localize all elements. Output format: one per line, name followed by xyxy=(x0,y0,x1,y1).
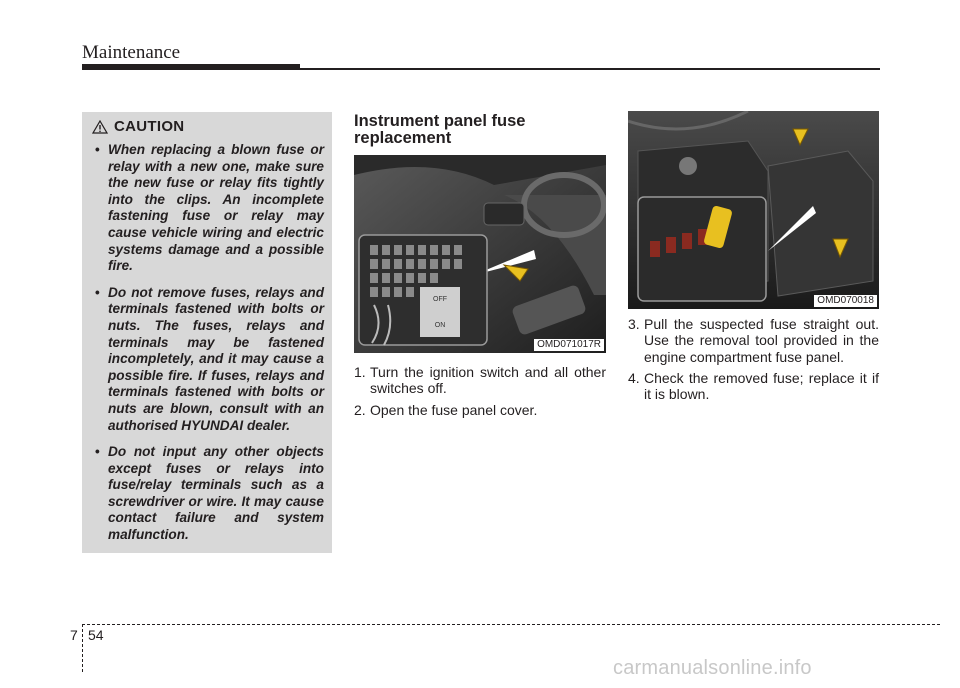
caution-item: • Do not remove fuses, relays and terminals fastened with bolts or nuts. The fuses, relays and terminals may be fastened incompletely, and it may cause a possible fire. If fuses, relays and terminals fastened with bolts or nuts are blown, consult with an authorised HYUNDAI dealer. xyxy=(92,285,324,434)
step-item xyxy=(354,402,606,418)
step-text: Pull the suspected fuse straight out. Use the removal tool provided in the engine compartment fuse panel. xyxy=(644,316,879,365)
switch-off-label: OFF xyxy=(433,296,447,303)
warning-triangle-icon xyxy=(92,120,108,134)
header-rule-thick xyxy=(82,64,300,70)
chapter-number: 7 xyxy=(70,627,78,643)
switch-on-label: ON xyxy=(434,322,446,329)
site-watermark: carmanualsonline.info xyxy=(613,657,812,679)
step-number: 3. xyxy=(628,316,640,332)
step-text: Turn the ignition switch and all other switches off. xyxy=(370,364,606,397)
photo-code: OMD070018 xyxy=(814,295,877,307)
header-rule-thin xyxy=(300,68,880,70)
instrument-panel-fuse-heading: Instrument panel fuse replacement xyxy=(354,112,526,147)
step-item xyxy=(628,316,879,365)
footer-divider xyxy=(82,624,940,625)
caution-list xyxy=(92,142,324,554)
instrument-panel-steps xyxy=(354,364,606,423)
page-number: 54 xyxy=(88,627,104,643)
photo-code: OMD071017R xyxy=(534,339,604,351)
caution-heading xyxy=(92,118,184,135)
step-text: Open the fuse panel cover. xyxy=(370,401,538,418)
section-header-title: Maintenance xyxy=(82,42,181,63)
instrument-panel-fuse-photo xyxy=(354,155,606,353)
footer-vertical-divider xyxy=(82,624,83,672)
engine-compartment-illustration xyxy=(628,111,879,309)
step-text: Check the removed fuse; replace it if it is blown. xyxy=(644,369,879,403)
step-number: 1. xyxy=(354,364,366,380)
engine-panel-steps xyxy=(628,316,879,407)
instrument-panel-illustration xyxy=(354,155,606,353)
engine-compartment-fuse-photo xyxy=(628,111,879,309)
caution-item: • Do not input any other objects except fuses or relays into fuse/relay terminals such as a screwdriver or wire. It may cause contact failure and system malfunction. xyxy=(92,444,324,544)
caution-box xyxy=(82,112,332,553)
step-number: 2. xyxy=(354,401,366,418)
step-number: 4. xyxy=(628,369,640,386)
step-item xyxy=(628,370,879,403)
step-item xyxy=(354,364,606,397)
caution-title: CAUTION xyxy=(114,118,185,135)
caution-item: • When replacing a blown fuse or relay with a new one, make sure the new fuse or relay fits tightly into the clips. An incomplete fastening fuse or relay may cause vehicle wiring and electric systems damage and a possible fire. xyxy=(92,142,324,275)
